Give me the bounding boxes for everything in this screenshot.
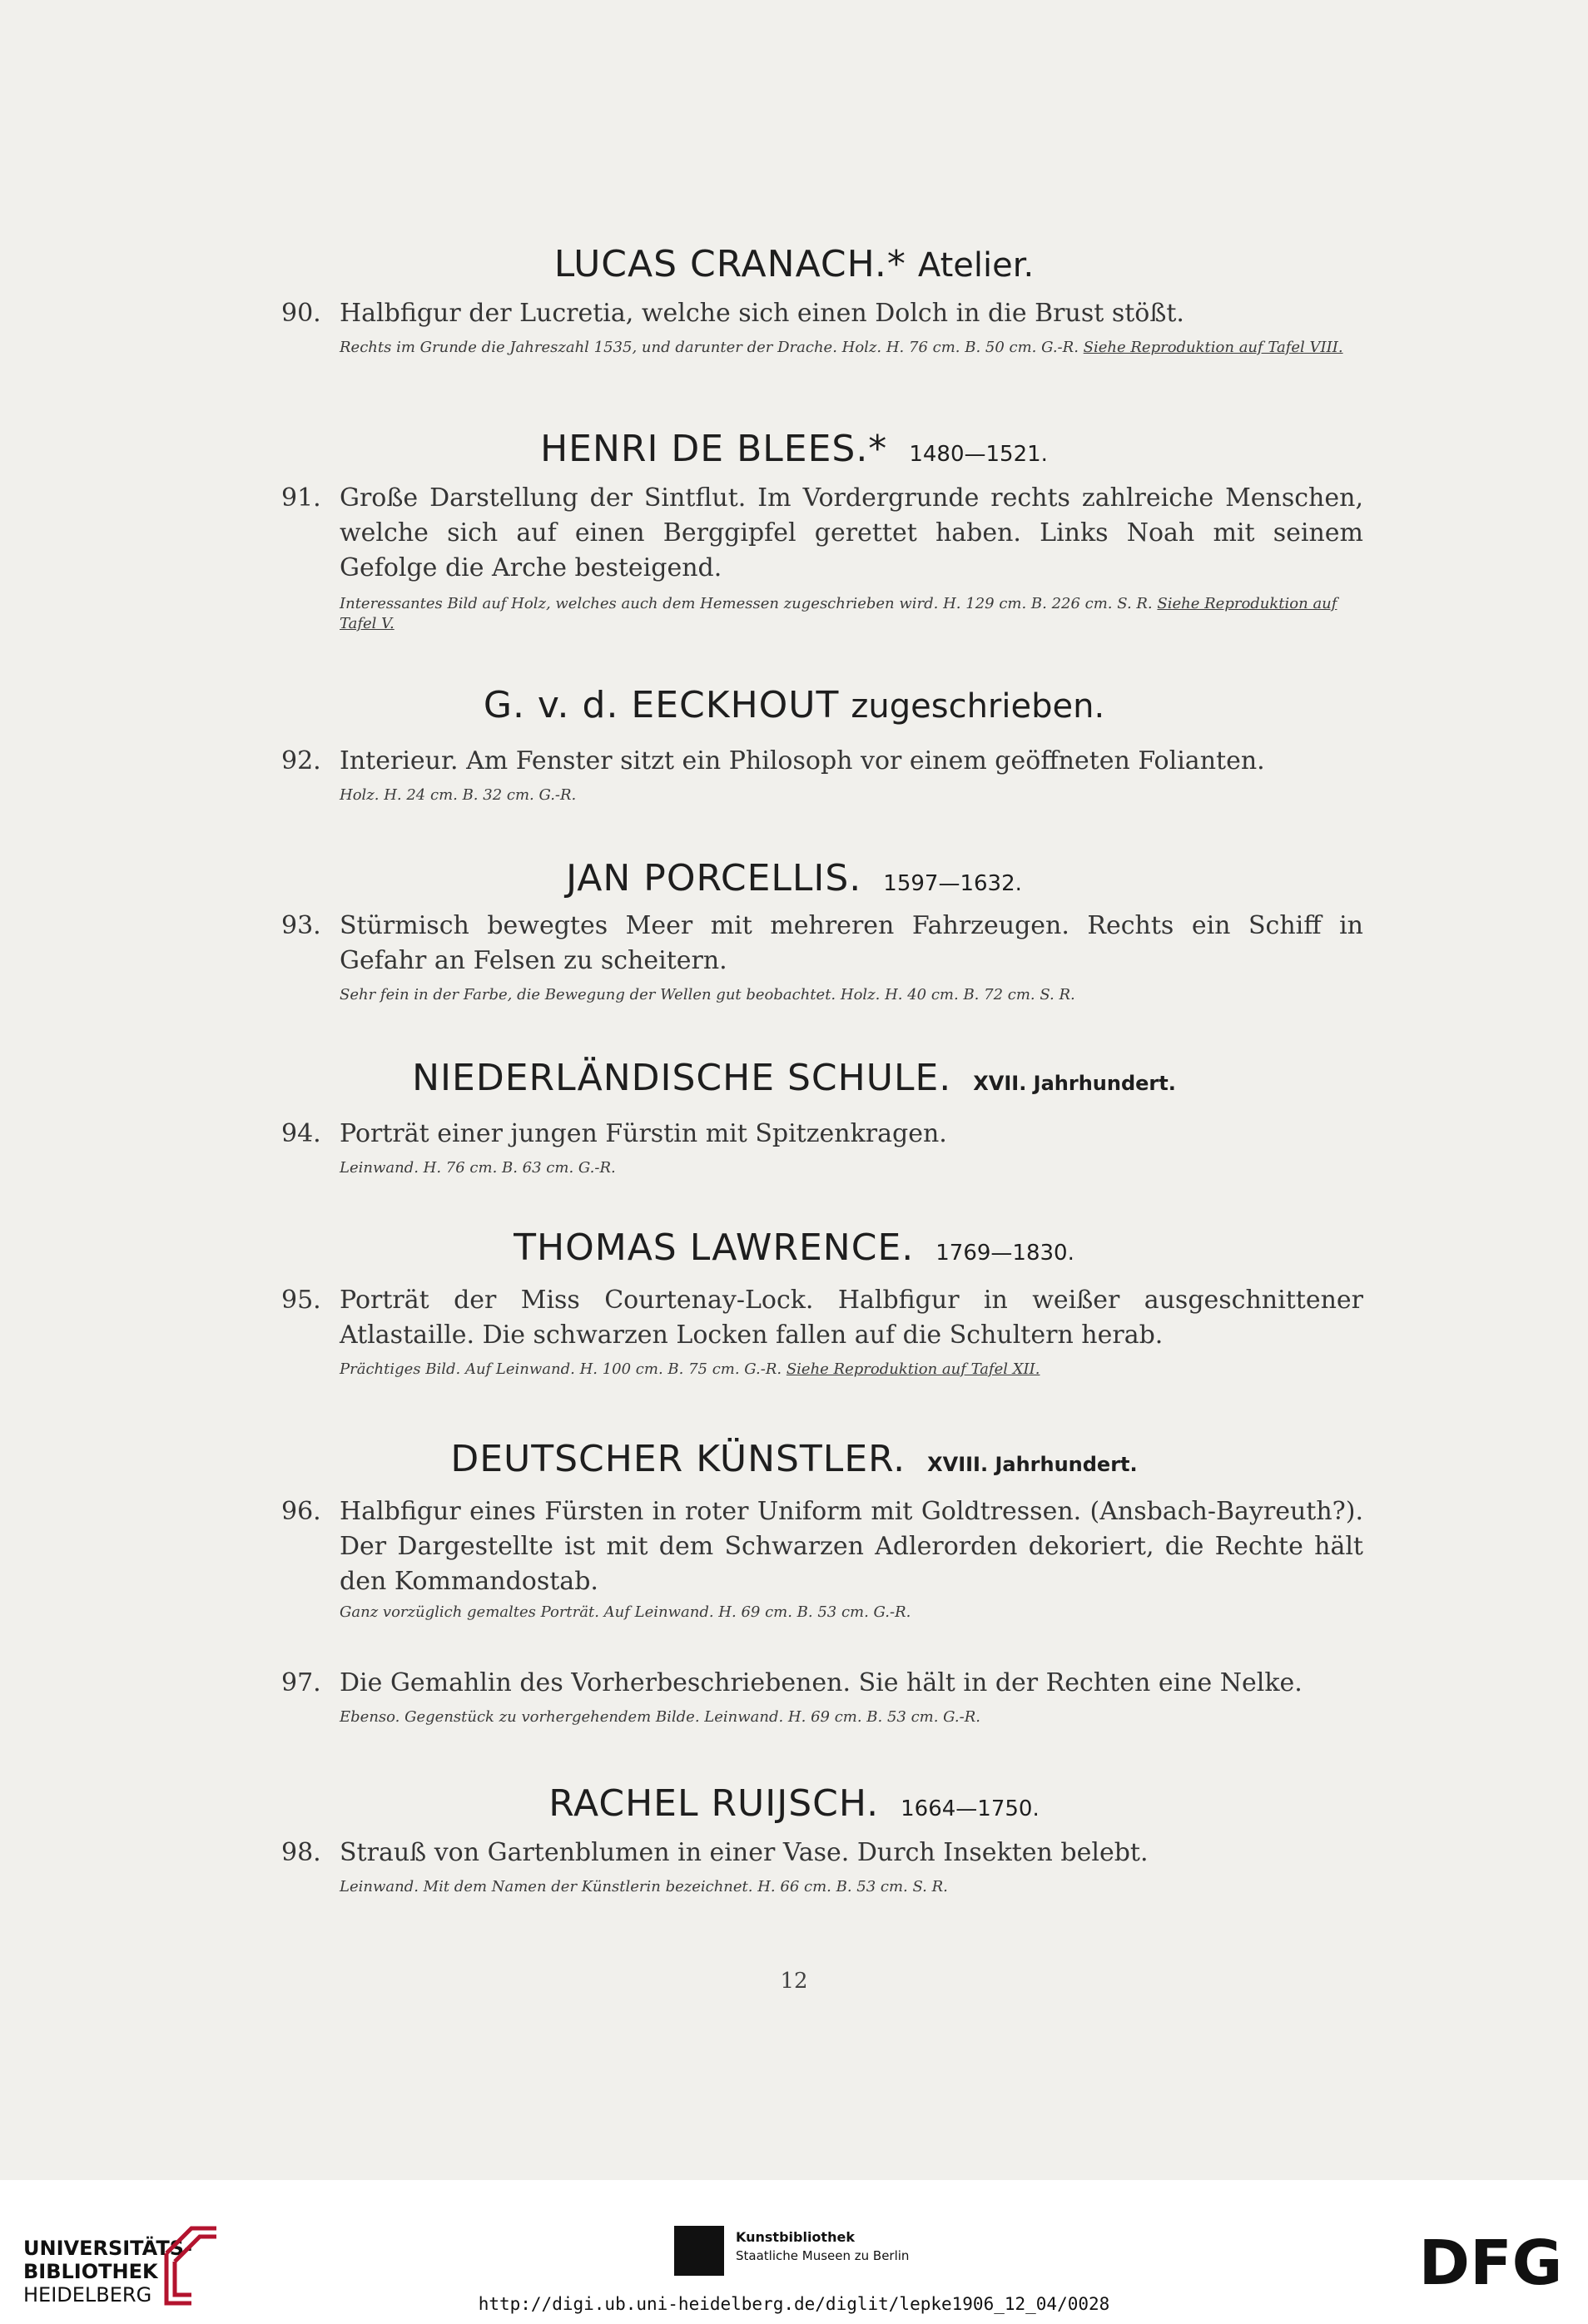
artist-qualifier: zugeschrieben. <box>851 687 1105 726</box>
catalog-entry <box>281 296 1363 331</box>
catalog-entry <box>281 909 1363 979</box>
artist-name: JAN PORCELLIS. <box>566 857 862 899</box>
artist-name: LUCAS CRANACH.* <box>553 243 906 285</box>
note-text: Ganz vorzüglich gemaltes Porträt. Auf Leinwand. H. 69 cm. B. 53 cm. G.-R. <box>340 1603 911 1621</box>
ub-logo-line2: BIBLIOTHEK <box>23 2260 158 2283</box>
entry-description: Interieur. Am Fenster sitzt ein Philosoph vor einem geöffneten Folianten. <box>340 746 1265 775</box>
entry-note <box>340 785 1363 805</box>
note-text: Leinwand. Mit dem Namen der Künstlerin bezeichnet. H. 66 cm. B. 53 cm. S. R. <box>340 1878 948 1895</box>
artist-dates: 1597—1632. <box>883 871 1022 896</box>
section-heading <box>0 1057 1588 1099</box>
entry-note <box>340 1877 1363 1897</box>
section-heading <box>0 1226 1588 1269</box>
entry-note <box>340 1360 1363 1380</box>
catalog-entry <box>281 1494 1363 1599</box>
artist-dates: 1480—1521. <box>909 442 1048 467</box>
entry-description: Strauß von Gartenblumen in einer Vase. Durch Insekten belebt. <box>340 1838 1149 1867</box>
artist-period: XVII. Jahrhundert. <box>973 1072 1176 1095</box>
source-url[interactable]: http://digi.ub.uni-heidelberg.de/diglit/lepke1906_12_04/0028 <box>478 2294 1110 2314</box>
section-heading <box>0 684 1588 726</box>
kunstbibliothek-logo[interactable] <box>736 2228 909 2265</box>
section-heading <box>0 857 1588 899</box>
entry-number: 92. <box>281 746 321 775</box>
entry-number: 96. <box>281 1497 321 1526</box>
catalog-entry <box>281 1283 1363 1353</box>
note-text: Rechts im Grunde die Jahreszahl 1535, und darunter der Drache. Holz. H. 76 cm. B. 50 cm. G.-R. <box>340 339 1079 356</box>
artist-name: DEUTSCHER KÜNSTLER. <box>450 1438 906 1480</box>
entry-note <box>340 594 1363 634</box>
ub-logo-line3: HEIDELBERG <box>23 2283 152 2307</box>
catalog-entry <box>281 744 1363 779</box>
entry-description: Stürmisch bewegtes Meer mit mehreren Fahrzeugen. Rechts ein Schiff in Gefahr an Felsen zu scheitern. <box>340 911 1363 975</box>
artist-qualifier: Atelier. <box>917 246 1035 285</box>
entry-number: 94. <box>281 1119 321 1148</box>
entry-number: 90. <box>281 299 321 328</box>
note-text: Sehr fein in der Farbe, die Bewegung der Wellen gut beobachtet. Holz. H. 40 cm. B. 72 cm. S. R. <box>340 986 1075 1003</box>
kb-name: Kunstbibliothek <box>736 2229 855 2245</box>
entry-description: Große Darstellung der Sintflut. Im Vordergrunde rechts zahlreiche Menschen, welche sich auf einen Berggipfel gerettet haben. Links Noah mit seinem Gefolge die Arche besteigend. <box>340 483 1363 582</box>
entry-number: 95. <box>281 1286 321 1315</box>
section-heading <box>0 1782 1588 1825</box>
entry-number: 91. <box>281 483 321 513</box>
artist-name: RACHEL RUIJSCH. <box>548 1782 880 1825</box>
catalog-entry <box>281 1117 1363 1152</box>
section-heading <box>0 428 1588 470</box>
note-text: Interessantes Bild auf Holz, welches auch dem Hemessen zugeschrieben wird. H. 129 cm. B. 226 cm. S. R. <box>340 595 1153 612</box>
note-text: Prächtiges Bild. Auf Leinwand. H. 100 cm. B. 75 cm. G.-R. <box>340 1360 782 1378</box>
dfg-logo[interactable] <box>1412 2232 1570 2292</box>
entry-note <box>340 338 1363 358</box>
catalog-entry <box>281 1666 1363 1701</box>
dfg-logo-text: DFG <box>1418 2232 1563 2292</box>
entry-note <box>340 985 1363 1005</box>
artist-name: NIEDERLÄNDISCHE SCHULE. <box>412 1057 952 1099</box>
artist-period: XVIII. Jahrhundert. <box>927 1453 1138 1476</box>
kunstbibliothek-icon <box>674 2226 724 2276</box>
entry-description: Halbfigur der Lucretia, welche sich einen Dolch in die Brust stößt. <box>340 299 1184 328</box>
entry-description: Halbfigur eines Fürsten in roter Uniform mit Goldtressen. (Ansbach-Bayreuth?). Der Dargestellte ist mit dem Schwarzen Adlerorden dekoriert, die Rechte hält den Kommandostab. <box>340 1497 1363 1596</box>
note-text: Leinwand. H. 76 cm. B. 63 cm. G.-R. <box>340 1159 616 1177</box>
entry-number: 98. <box>281 1838 321 1867</box>
section-heading <box>0 1438 1588 1480</box>
kb-subtitle: Staatliche Museen zu Berlin <box>736 2248 910 2263</box>
artist-name: HENRI DE BLEES.* <box>540 428 888 470</box>
ub-logo-line1: UNIVERSITÄTS- <box>23 2237 193 2260</box>
entry-number: 97. <box>281 1668 321 1697</box>
note-text: Holz. H. 24 cm. B. 32 cm. G.-R. <box>340 786 577 804</box>
entry-description: Porträt der Miss Courtenay-Lock. Halbfigur in weißer ausgeschnittener Atlastaille. Die schwarzen Locken fallen auf die Schultern herab. <box>340 1286 1363 1350</box>
catalog-entry <box>281 1836 1363 1871</box>
artist-dates: 1769—1830. <box>935 1241 1074 1266</box>
entry-note <box>340 1603 1363 1623</box>
artist-name: THOMAS LAWRENCE. <box>514 1226 915 1269</box>
section-heading <box>0 243 1588 285</box>
entry-note <box>340 1158 1363 1178</box>
artist-dates: 1664—1750. <box>901 1796 1040 1821</box>
page-number: 12 <box>780 1969 808 1994</box>
reproduction-reference: Siehe Reproduktion auf Tafel XII. <box>786 1360 1040 1378</box>
entry-description: Porträt einer jungen Fürstin mit Spitzenkragen. <box>340 1119 947 1148</box>
entry-description: Die Gemahlin des Vorherbeschriebenen. Sie hält in der Rechten eine Nelke. <box>340 1668 1303 1697</box>
entry-number: 93. <box>281 911 321 940</box>
artist-name: G. v. d. EECKHOUT <box>483 684 840 726</box>
note-text: Ebenso. Gegenstück zu vorhergehendem Bilde. Leinwand. H. 69 cm. B. 53 cm. G.-R. <box>340 1708 980 1726</box>
reproduction-reference: Siehe Reproduktion auf Tafel VIII. <box>1083 339 1343 356</box>
reproduction-reference: Siehe Reproduktion auf Tafel V. <box>340 595 1337 632</box>
entry-note <box>340 1707 1363 1727</box>
catalog-entry <box>281 481 1363 586</box>
